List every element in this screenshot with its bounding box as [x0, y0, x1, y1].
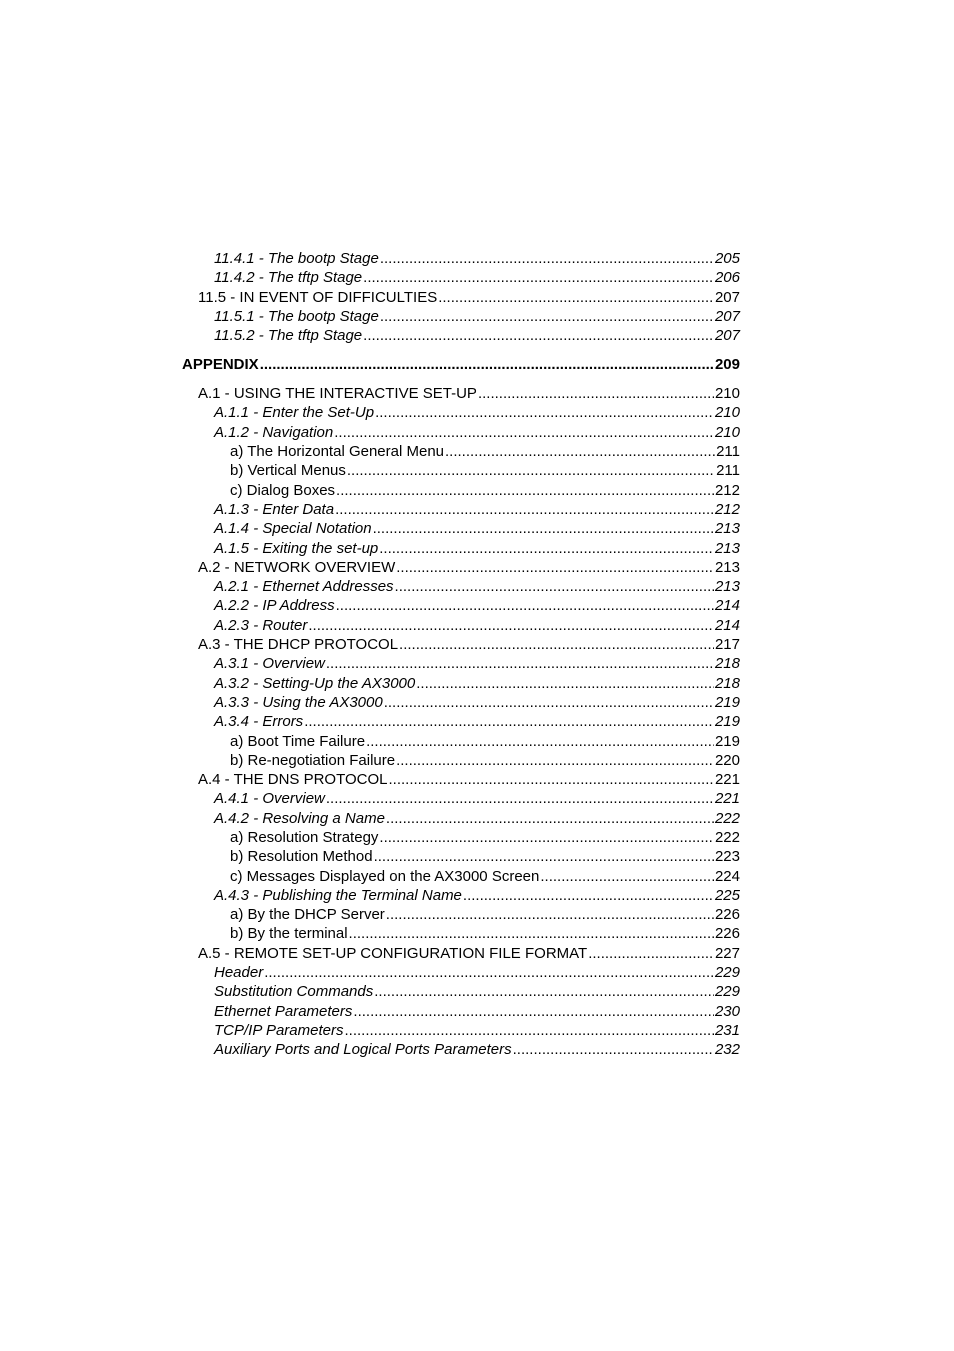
toc-entry[interactable]: [182, 307, 740, 326]
toc-entry-page-number: 212: [714, 500, 740, 518]
toc-entry-title: 11.5 - IN EVENT OF DIFFICULTIES: [198, 288, 438, 306]
toc-entry-page-number: 210: [714, 385, 740, 403]
dot-leader: [395, 577, 714, 596]
toc-entry[interactable]: [182, 384, 740, 403]
toc-entry[interactable]: [182, 770, 740, 789]
dot-leader: [463, 886, 714, 905]
toc-entry-page-number: 210: [714, 423, 740, 441]
toc-entry[interactable]: [182, 481, 740, 500]
dot-leader: [374, 847, 714, 866]
toc-entry-page-number: 207: [714, 288, 740, 306]
dot-leader: [379, 539, 714, 558]
toc-entry[interactable]: [182, 268, 740, 287]
toc-entry-title: Auxiliary Ports and Logical Ports Parameters: [214, 1041, 512, 1059]
toc-entry-title: A.5 - REMOTE SET-UP CONFIGURATION FILE FORMAT: [198, 944, 588, 962]
dot-leader: [334, 423, 714, 442]
toc-entry[interactable]: [182, 403, 740, 422]
toc-entry[interactable]: [182, 1002, 740, 1021]
toc-entry-page-number: 219: [714, 732, 740, 750]
dot-leader: [380, 307, 714, 326]
toc-chapter-entry[interactable]: [182, 355, 740, 374]
toc-entry[interactable]: [182, 924, 740, 943]
toc-entry-title: A.4.2 - Resolving a Name: [214, 809, 385, 827]
toc-entry-title: a) Resolution Strategy: [230, 828, 379, 846]
dot-leader: [379, 828, 714, 847]
toc-entry[interactable]: [182, 442, 740, 461]
toc-entry[interactable]: [182, 674, 740, 693]
toc-entry-title: A.4 - THE DNS PROTOCOL: [198, 771, 388, 789]
toc-entry-title: A.4.1 - Overview: [214, 790, 325, 808]
toc-entry-title: A.3.2 - Setting-Up the AX3000: [214, 674, 416, 692]
toc-entry-page-number: 210: [714, 404, 740, 422]
toc-entry-title: b) Re-negotiation Failure: [230, 751, 396, 769]
dot-leader: [347, 461, 715, 480]
toc-entry-title: b) Vertical Menus: [230, 462, 346, 480]
dot-leader: [304, 712, 714, 731]
toc-entry-title: Substitution Commands: [214, 983, 374, 1001]
toc-entry[interactable]: [182, 944, 740, 963]
toc-entry-page-number: 207: [714, 327, 740, 345]
toc-entry-title: A.1 - USING THE INTERACTIVE SET-UP: [198, 385, 477, 403]
dot-leader: [326, 789, 714, 808]
toc-entry[interactable]: [182, 1040, 740, 1059]
toc-entry-title: A.2.3 - Router: [214, 616, 308, 634]
toc-entry[interactable]: [182, 539, 740, 558]
toc-entry[interactable]: [182, 905, 740, 924]
dot-leader: [386, 809, 714, 828]
dot-leader: [308, 616, 714, 635]
toc-entry-title: A.3 - THE DHCP PROTOCOL: [198, 636, 399, 654]
dot-leader: [260, 355, 714, 374]
toc-entry-title: APPENDIX: [182, 356, 259, 374]
toc-entry-page-number: 232: [714, 1041, 740, 1059]
toc-entry[interactable]: [182, 249, 740, 268]
toc-entry[interactable]: [182, 616, 740, 635]
toc-entry-title: 11.5.1 - The bootp Stage: [214, 307, 379, 325]
dot-leader: [389, 770, 714, 789]
toc-entry-page-number: 229: [714, 983, 740, 1001]
toc-entry-title: b) Resolution Method: [230, 848, 373, 866]
dot-leader: [416, 674, 714, 693]
table-of-contents: [182, 249, 740, 1060]
toc-entry-title: 11.5.2 - The tftp Stage: [214, 327, 363, 345]
toc-entry[interactable]: [182, 982, 740, 1001]
toc-entry-page-number: 214: [714, 616, 740, 634]
toc-entry[interactable]: [182, 693, 740, 712]
toc-entry-page-number: 231: [714, 1021, 740, 1039]
dot-leader: [363, 326, 714, 345]
dot-leader: [375, 403, 714, 422]
toc-entry[interactable]: [182, 654, 740, 673]
toc-entry-title: a) Boot Time Failure: [230, 732, 366, 750]
dot-leader: [478, 384, 714, 403]
toc-entry-title: A.2.2 - IP Address: [214, 597, 335, 615]
dot-leader: [264, 963, 714, 982]
toc-entry[interactable]: [182, 596, 740, 615]
toc-entry-title: A.1.1 - Enter the Set-Up: [214, 404, 375, 422]
dot-leader: [326, 654, 714, 673]
toc-entry-page-number: 230: [714, 1002, 740, 1020]
dot-leader: [513, 1040, 714, 1059]
dot-leader: [336, 596, 714, 615]
dot-leader: [540, 867, 714, 886]
dot-leader: [353, 1002, 714, 1021]
dot-leader: [380, 249, 714, 268]
toc-entry[interactable]: [182, 789, 740, 808]
toc-entry-page-number: 206: [714, 269, 740, 287]
dot-leader: [373, 519, 714, 538]
toc-entry-title: TCP/IP Parameters: [214, 1021, 344, 1039]
toc-entry-title: A.3.1 - Overview: [214, 655, 325, 673]
toc-entry-title: A.2.1 - Ethernet Addresses: [214, 578, 394, 596]
toc-entry-title: A.3.3 - Using the AX3000: [214, 693, 383, 711]
toc-entry-page-number: 227: [714, 944, 740, 962]
toc-entry-page-number: 211: [716, 443, 740, 461]
toc-entry-page-number: 213: [714, 558, 740, 576]
toc-entry[interactable]: [182, 577, 740, 596]
toc-entry-title: A.1.3 - Enter Data: [214, 500, 335, 518]
dot-leader: [386, 905, 714, 924]
toc-entry-page-number: 218: [714, 674, 740, 692]
toc-entry[interactable]: [182, 867, 740, 886]
toc-entry-page-number: 222: [714, 809, 740, 827]
dot-leader: [438, 288, 714, 307]
toc-entry[interactable]: [182, 732, 740, 751]
toc-entry-title: c) Dialog Boxes: [230, 481, 336, 499]
dot-leader: [396, 558, 714, 577]
toc-entry-title: A.2 - NETWORK OVERVIEW: [198, 558, 396, 576]
toc-entry[interactable]: [182, 828, 740, 847]
toc-entry[interactable]: [182, 461, 740, 480]
toc-entry[interactable]: [182, 635, 740, 654]
toc-entry[interactable]: [182, 519, 740, 538]
toc-entry[interactable]: [182, 963, 740, 982]
toc-entry[interactable]: [182, 326, 740, 345]
toc-entry-page-number: 217: [714, 636, 740, 654]
toc-entry-title: A.1.5 - Exiting the set-up: [214, 539, 379, 557]
toc-entry-title: A.4.3 - Publishing the Terminal Name: [214, 886, 462, 904]
toc-entry-title: A.3.4 - Errors: [214, 713, 304, 731]
dot-leader: [344, 1021, 713, 1040]
dot-leader: [349, 924, 714, 943]
toc-entry-page-number: 207: [714, 307, 740, 325]
toc-entry-title: A.1.2 - Navigation: [214, 423, 334, 441]
dot-leader: [384, 693, 714, 712]
toc-entry-title: Header: [214, 964, 264, 982]
toc-entry-page-number: 219: [714, 713, 740, 731]
dot-leader: [374, 982, 714, 1001]
toc-entry[interactable]: [182, 809, 740, 828]
toc-entry-page-number: 220: [714, 751, 740, 769]
dot-leader: [588, 944, 714, 963]
dot-leader: [399, 635, 714, 654]
toc-entry-page-number: 224: [714, 867, 740, 885]
toc-entry-page-number: 219: [714, 693, 740, 711]
toc-entry-page-number: 221: [714, 790, 740, 808]
toc-entry[interactable]: [182, 751, 740, 770]
toc-entry-page-number: 213: [714, 539, 740, 557]
toc-entry-page-number: 213: [714, 578, 740, 596]
toc-entry-title: A.1.4 - Special Notation: [214, 520, 372, 538]
toc-entry[interactable]: [182, 423, 740, 442]
toc-entry-title: 11.4.2 - The tftp Stage: [214, 269, 363, 287]
toc-entry-page-number: 212: [714, 481, 740, 499]
toc-entry-page-number: 214: [714, 597, 740, 615]
dot-leader: [445, 442, 715, 461]
toc-entry-title: a) The Horizontal General Menu: [230, 443, 444, 461]
toc-entry-page-number: 223: [714, 848, 740, 866]
toc-entry-page-number: 226: [714, 906, 740, 924]
dot-leader: [363, 268, 714, 287]
toc-entry-title: Ethernet Parameters: [214, 1002, 353, 1020]
toc-entry-page-number: 222: [714, 828, 740, 846]
toc-entry-title: c) Messages Displayed on the AX3000 Screen: [230, 867, 540, 885]
toc-entry-page-number: 211: [716, 462, 740, 480]
toc-entry-page-number: 213: [714, 520, 740, 538]
toc-entry[interactable]: [182, 712, 740, 731]
toc-entry[interactable]: [182, 886, 740, 905]
toc-entry-title: b) By the terminal: [230, 925, 348, 943]
toc-entry-page-number: 221: [714, 771, 740, 789]
dot-leader: [396, 751, 714, 770]
toc-entry-page-number: 205: [714, 250, 740, 267]
toc-entry-page-number: 218: [714, 655, 740, 673]
toc-entry[interactable]: [182, 500, 740, 519]
toc-entry-page-number: 225: [714, 886, 740, 904]
toc-entry-page-number: 226: [714, 925, 740, 943]
toc-entry[interactable]: [182, 847, 740, 866]
toc-entry-page-number: 209: [714, 356, 740, 374]
toc-entry-page-number: 229: [714, 964, 740, 982]
dot-leader: [366, 732, 714, 751]
toc-entry-title: a) By the DHCP Server: [230, 906, 385, 924]
toc-entry[interactable]: [182, 288, 740, 307]
dot-leader: [335, 500, 714, 519]
toc-entry[interactable]: [182, 1021, 740, 1040]
dot-leader: [336, 481, 714, 500]
toc-entry[interactable]: [182, 558, 740, 577]
toc-entry-title: 11.4.1 - The bootp Stage: [214, 250, 379, 267]
